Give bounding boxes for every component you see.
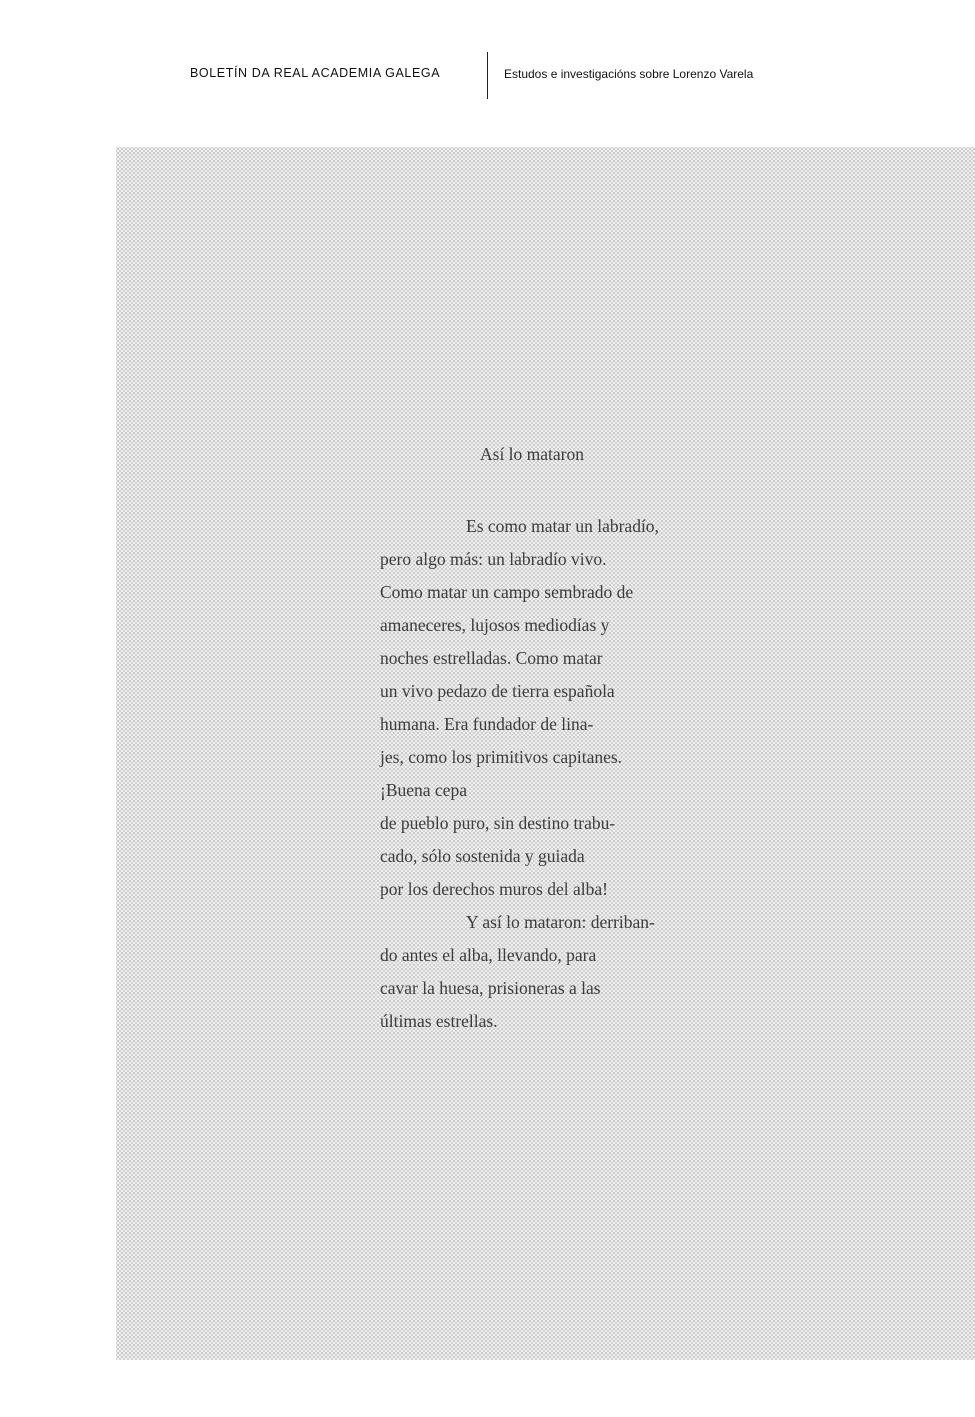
poem-line: Como matar un campo sembrado de — [380, 582, 634, 602]
poem-line: últimas estrellas. — [380, 1011, 498, 1031]
poem-line: ¡Buena cepa — [380, 780, 467, 800]
poem-line: jes, como los primitivos capitanes. — [380, 747, 623, 767]
poem-line: cado, sólo sostenida y guiada — [380, 846, 585, 866]
journal-title: BOLETÍN DA REAL ACADEMIA GALEGA — [190, 66, 441, 80]
poem-line: pero algo más: un labradío vivo. — [380, 549, 607, 569]
running-header — [0, 52, 975, 100]
poem-line: noches estrelladas. Como matar — [380, 648, 603, 668]
poem-line: de pueblo puro, sin destino trabu- — [380, 813, 616, 833]
header-divider — [487, 52, 488, 99]
poem-line: Y así lo mataron: derriban- — [466, 912, 655, 932]
poem-line: amaneceres, lujosos mediodías y — [380, 615, 610, 635]
poem-line: humana. Era fundador de lina- — [380, 714, 594, 734]
poem-line: cavar la huesa, prisioneras a las — [380, 978, 601, 998]
poem-line: por los derechos muros del alba! — [380, 879, 608, 899]
poem-line: un vivo pedazo de tierra española — [380, 681, 615, 701]
poem-line: Es como matar un labradío, — [466, 516, 659, 536]
poem-lines — [380, 510, 659, 1038]
poem-title: Así lo mataron — [480, 444, 585, 464]
poem-line: do antes el alba, llevando, para — [380, 945, 597, 965]
section-title: Estudos e investigacións sobre Lorenzo Varela — [504, 67, 754, 81]
